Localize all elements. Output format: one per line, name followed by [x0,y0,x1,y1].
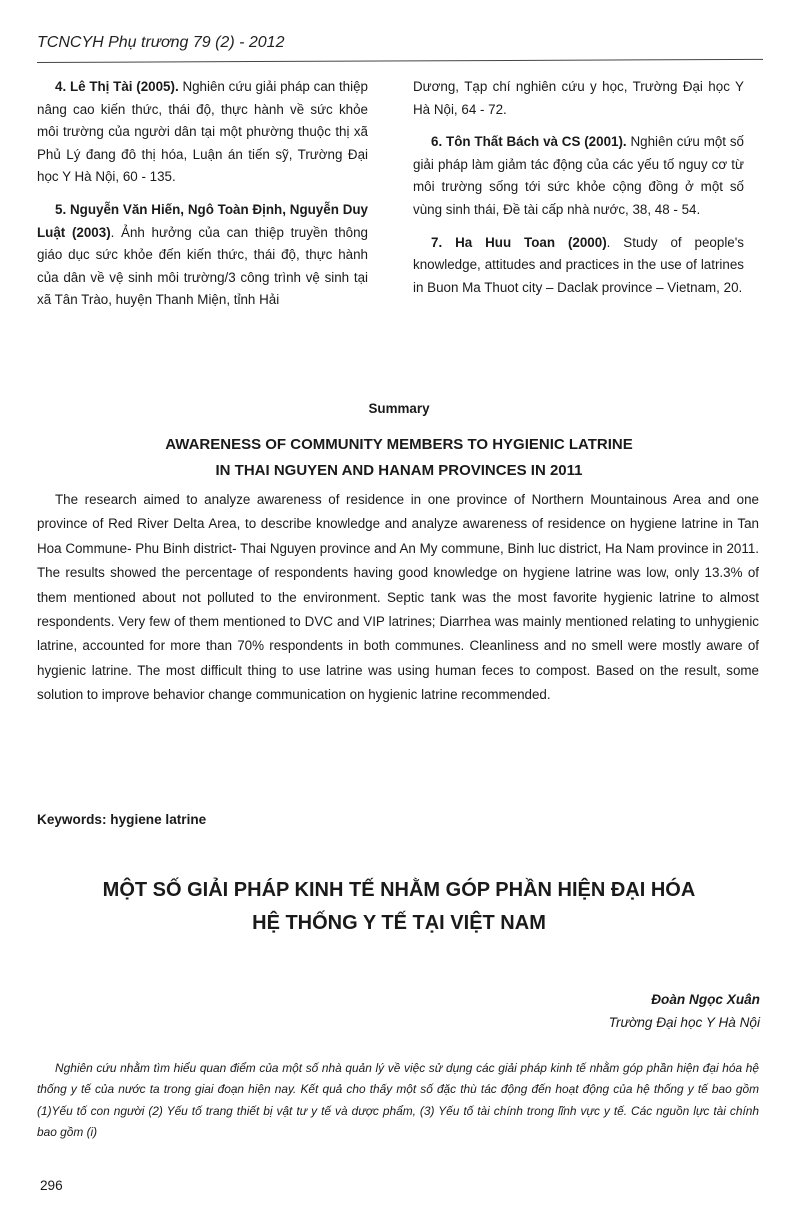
summary-title [0,432,798,484]
references-left-column [37,76,368,322]
reference-number: 4. [55,79,67,94]
author-block [609,988,760,1034]
author-name: Đoàn Ngọc Xuân [651,992,760,1007]
article-title-line: MỘT SỐ GIẢI PHÁP KINH TẾ NHẰM GÓP PHẦN HIỆN ĐẠI HÓA [102,879,696,901]
page-number: 296 [40,1178,63,1193]
reference-item [413,131,744,221]
reference-authors: Lê Thị Tài (2005). [69,79,179,94]
summary-body: The research aimed to analyze awareness of residence in one province of Northern Mountainous Area and one province of Red River Delta Area, to describe knowledge and analyze awareness of residence on hygiene latrine in Tan Hoa Commune- Phu Binh district- Thai Nguyen province and An My commune, Binh luc district, Ha Nam province in 2011. The results showed the percentage of respondents having good knowledge on hygiene latrine was low, only 13.3% of them mentioned about not polluted to the environment. Septic tank was the most favorite hygienic latrine to almost respondents. Very few of them mentioned to DVC and VIP latrines; Diarrhea was mainly mentioned relating to unhygienic latrine, accounted for more than 70% respondents in both communes. Cleanliness and no smell were mostly aware of hygienic latrine. The most difficult thing to use latrine was using human feces to compost. Based on the result, some solution to improve behavior change communication on hygienic latrine recommended. [37,492,759,703]
reference-authors: Ha Huu Toan (2000) [455,234,607,250]
reference-number: 6. [431,134,443,150]
header-rule [37,59,763,63]
running-head: TCNCYH Phụ trương 79 (2) - 2012 [37,34,285,51]
author-affiliation: Trường Đại học Y Hà Nội [608,1015,760,1030]
summary-title-line: AWARENESS OF COMMUNITY MEMBERS TO HYGIENIC LATRINE [165,436,633,453]
reference-text: . Ảnh hưởng của can thiệp truyền thông giáo dục sức khỏe đến kiến thức, thái độ, thực hành của dân về vệ sinh môi trường/3 công trình vệ sinh tại xã Tân Trào, huyện Thanh Miện, tỉnh Hải [37,224,368,308]
reference-continuation: Dương, Tạp chí nghiên cứu y học, Trường Đại học Y Hà Nội, 64 - 72. [413,79,744,117]
reference-item [37,76,368,189]
reference-authors: Nguyễn Văn Hiến, Ngô Toàn Định, Nguyễn Duy Luật (2003) [37,201,368,240]
reference-item [37,199,368,312]
reference-text: Nghiên cứu giải pháp can thiệp nâng cao kiến thức, thái độ, thực hành về sức khỏe môi trường của người dân tại một phường thuộc thị xã Phủ Lý đang đô thị hóa, Luận án tiến sỹ, Trường Đại học Y Hà Nội, 60 - 135. [37,79,368,185]
references-right-column [413,76,744,309]
article-title [0,874,798,940]
summary-label: Summary [368,401,430,416]
reference-number: 5. [55,201,67,217]
article-title-line: HỆ THỐNG Y TẾ TẠI VIỆT NAM [252,912,546,934]
article-abstract: Nghiên cứu nhằm tìm hiểu quan điểm của một số nhà quản lý về việc sử dụng các giải pháp kinh tế nhằm góp phần hiện đại hóa hệ thống y tế của nước ta trong giai đoạn hiện nay. Kết quả cho thấy một số đặc thù tác động đến hoạt động của hệ thống y tế bao gồm (1)Yếu tố con người (2) Yếu tố trang thiết bị vật tư y tế và dược phẩm, (3) Yếu tố tài chính trong lĩnh vực y tế. Các nguồn lực tài chính bao gồm (i) [37,1061,759,1140]
reference-authors: Tôn Thất Bách và CS (2001). [446,134,627,150]
reference-number: 7. [431,234,443,250]
keywords: Keywords: hygiene latrine [37,812,207,827]
summary-title-line: IN THAI NGUYEN AND HANAM PROVINCES IN 2011 [215,462,583,479]
reference-text: . Study of people's knowledge, attitudes and practices in the use of latrines in Buon Ma Thuot city – Daclak province – Vietnam, 20. [413,234,744,295]
reference-item [413,232,744,300]
reference-text: Nghiên cứu một số giải pháp làm giảm tác động của các yếu tố nguy cơ từ môi trường sống tới sức khỏe cộng đồng ở một số vùng sinh thái, Đề tài cấp nhà nước, 38, 48 - 54. [413,134,744,217]
